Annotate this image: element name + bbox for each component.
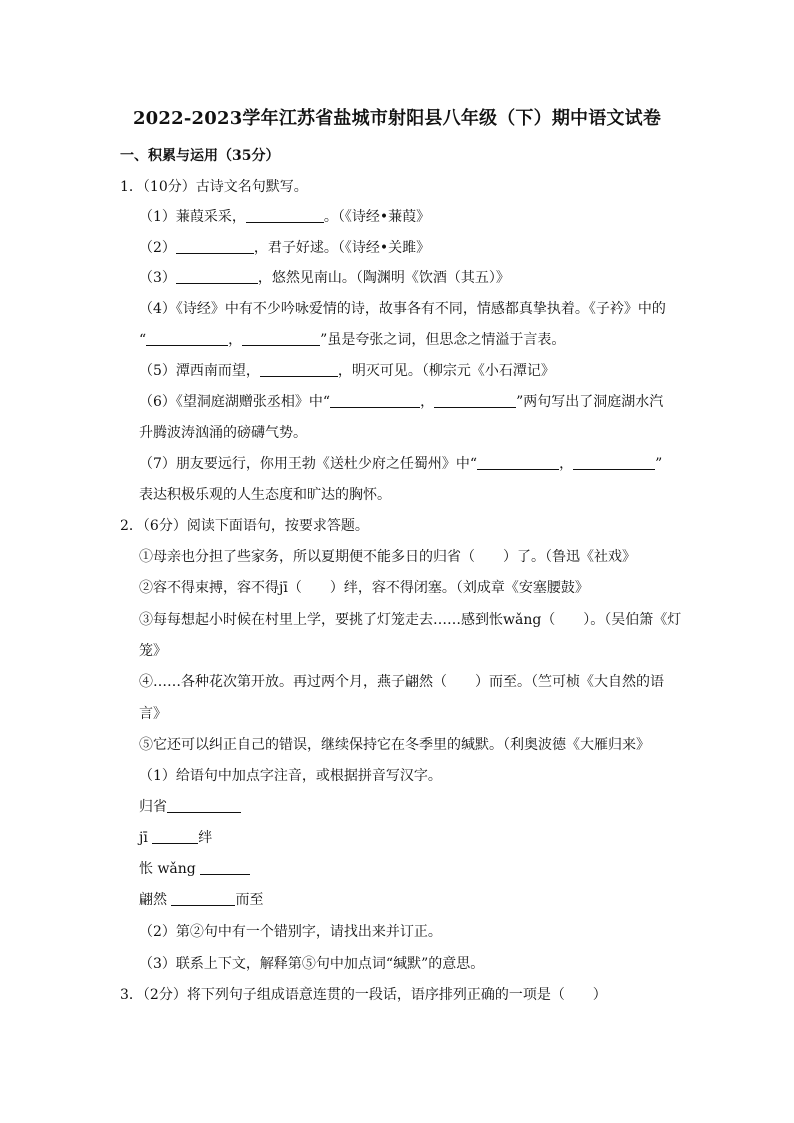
q2-answer-3-label: 怅 wǎng [139,861,201,877]
answer-blank[interactable] [152,829,198,844]
q2-sentence-1: ①母亲也分担了些家务，所以夏期便不能多日的归省（ ）了。（鲁迅《社戏》 [139,549,636,565]
q1-item-6-text-a: （6）《望洞庭湖赠张丞相》中“ [139,394,331,410]
q1-item-3 [139,268,510,288]
q1-item-3-text-a: （3） [139,270,176,286]
q1-item-6-comma: ， [420,394,435,410]
q2-answer-1-label: 归省 [139,799,167,815]
answer-blank[interactable] [167,798,241,813]
q1-item-4-comma: ， [228,332,243,348]
answer-blank[interactable] [246,208,324,223]
q2-sentence-2: ②容不得束搏，容不得jī（ ）绊，容不得闭塞。（刘成章《安塞腰鼓》 [139,580,589,596]
q1-item-3-text-b: ，悠然见南山。（陶渊明《饮酒（其五）》 [257,270,510,286]
q2-answer-4 [139,890,263,910]
answer-blank[interactable] [176,239,254,254]
q1-item-5-text-b: ，明灭可见。（柳宗元《小石潭记》 [337,363,555,379]
q2-answer-2-label: jī [139,830,153,846]
q2-answer-2-suffix: 绊 [198,830,213,846]
q1-item-6-cont: 升腾波涛汹涌的磅礴气势。 [139,425,307,441]
q2-part-1: （1）给语句中加点字注音，或根据拼音写汉字。 [139,768,442,784]
q2-part-2: （2）第②句中有一个错别字，请找出来并订正。 [139,924,442,940]
q1-item-1-text-a: （1）蒹葭采采， [139,209,246,225]
q2-sentence-4-cont: 言》 [139,706,167,722]
q1-item-2 [139,238,430,258]
answer-blank[interactable] [477,455,559,470]
q1-item-7-comma: ， [559,456,574,472]
q2-sentence-5: ⑤它还可以纠正自己的错误，继续保持它在冬季里的缄默。（利奥波德《大雁归来》 [139,737,650,753]
q2-answer-3 [139,859,250,879]
q1-item-7-cont: 表达积极乐观的人生态度和旷达的胸怀。 [139,487,391,503]
q2-part-3: （3）联系上下文，解释第⑤句中加点词“缄默”的意思。 [139,956,485,972]
question-1-stem: 1．（10分）古诗文名句默写。 [120,179,308,195]
answer-blank[interactable] [260,362,338,377]
question-2-stem: 2．（6分）阅读下面语句，按要求答题。 [120,518,369,534]
q1-item-4-cont [139,330,565,350]
q1-item-7-text-a: （7）朋友要远行，你用王勃《送杜少府之任蜀州》中“ [139,456,478,472]
q2-sentence-3: ③每每想起小时候在村里上学，要挑了灯笼走去……感到怅wǎng（ ）。（吴伯箫《灯 [139,612,682,628]
answer-blank[interactable] [573,455,655,470]
q1-item-4-quote-open: “ [139,332,147,348]
q2-sentence-4: ④……各种花次第开放。再过两个月，燕子翩然（ ）而至。（竺可桢《大自然的语 [139,674,664,690]
q1-item-4-text-end: ”虽是夸张之词，但思念之情溢于言表。 [320,332,566,348]
q1-item-7-quote-close: ” [655,456,663,472]
answer-blank[interactable] [242,331,320,346]
q1-item-1-text-b: 。（《诗经•蒹葭》 [323,209,431,225]
q1-item-6 [139,392,663,412]
q1-item-1 [139,207,430,227]
answer-blank[interactable] [171,891,235,906]
q1-item-5-text-a: （5）潭西南而望， [139,363,260,379]
q1-item-2-text-a: （2） [139,240,176,256]
q2-answer-4-suffix: 而至 [235,892,264,908]
answer-blank[interactable] [146,331,228,346]
answer-blank[interactable] [176,269,258,284]
q1-item-2-text-b: ，君子好逑。（《诗经•关雎》 [253,240,431,256]
q2-sentence-3-cont: 笼》 [139,643,167,659]
q1-item-6-text-b: ”两句写出了洞庭湖水汽 [516,394,664,410]
section-heading: 一、积累与运用（35分） [120,148,280,164]
q1-item-7 [139,454,662,474]
answer-blank[interactable] [330,393,420,408]
question-3-stem: 3．（2分）将下列句子组成语意连贯的一段话，语序排列正确的一项是（ ） [120,987,607,1003]
answer-blank[interactable] [434,393,516,408]
q2-answer-4-label: 翩然 [139,892,172,908]
q1-item-5 [139,361,555,381]
q1-item-4: （4）《诗经》中有不少吟咏爱情的诗，故事各有不同，情感都真挚执着。《子衿》中的 [139,301,666,317]
q2-answer-2 [139,828,212,848]
answer-blank[interactable] [200,860,250,875]
q2-answer-1 [139,797,241,817]
exam-title: 2022-2023学年江苏省盐城市射阳县八年级（下）期中语文试卷 [132,108,662,129]
